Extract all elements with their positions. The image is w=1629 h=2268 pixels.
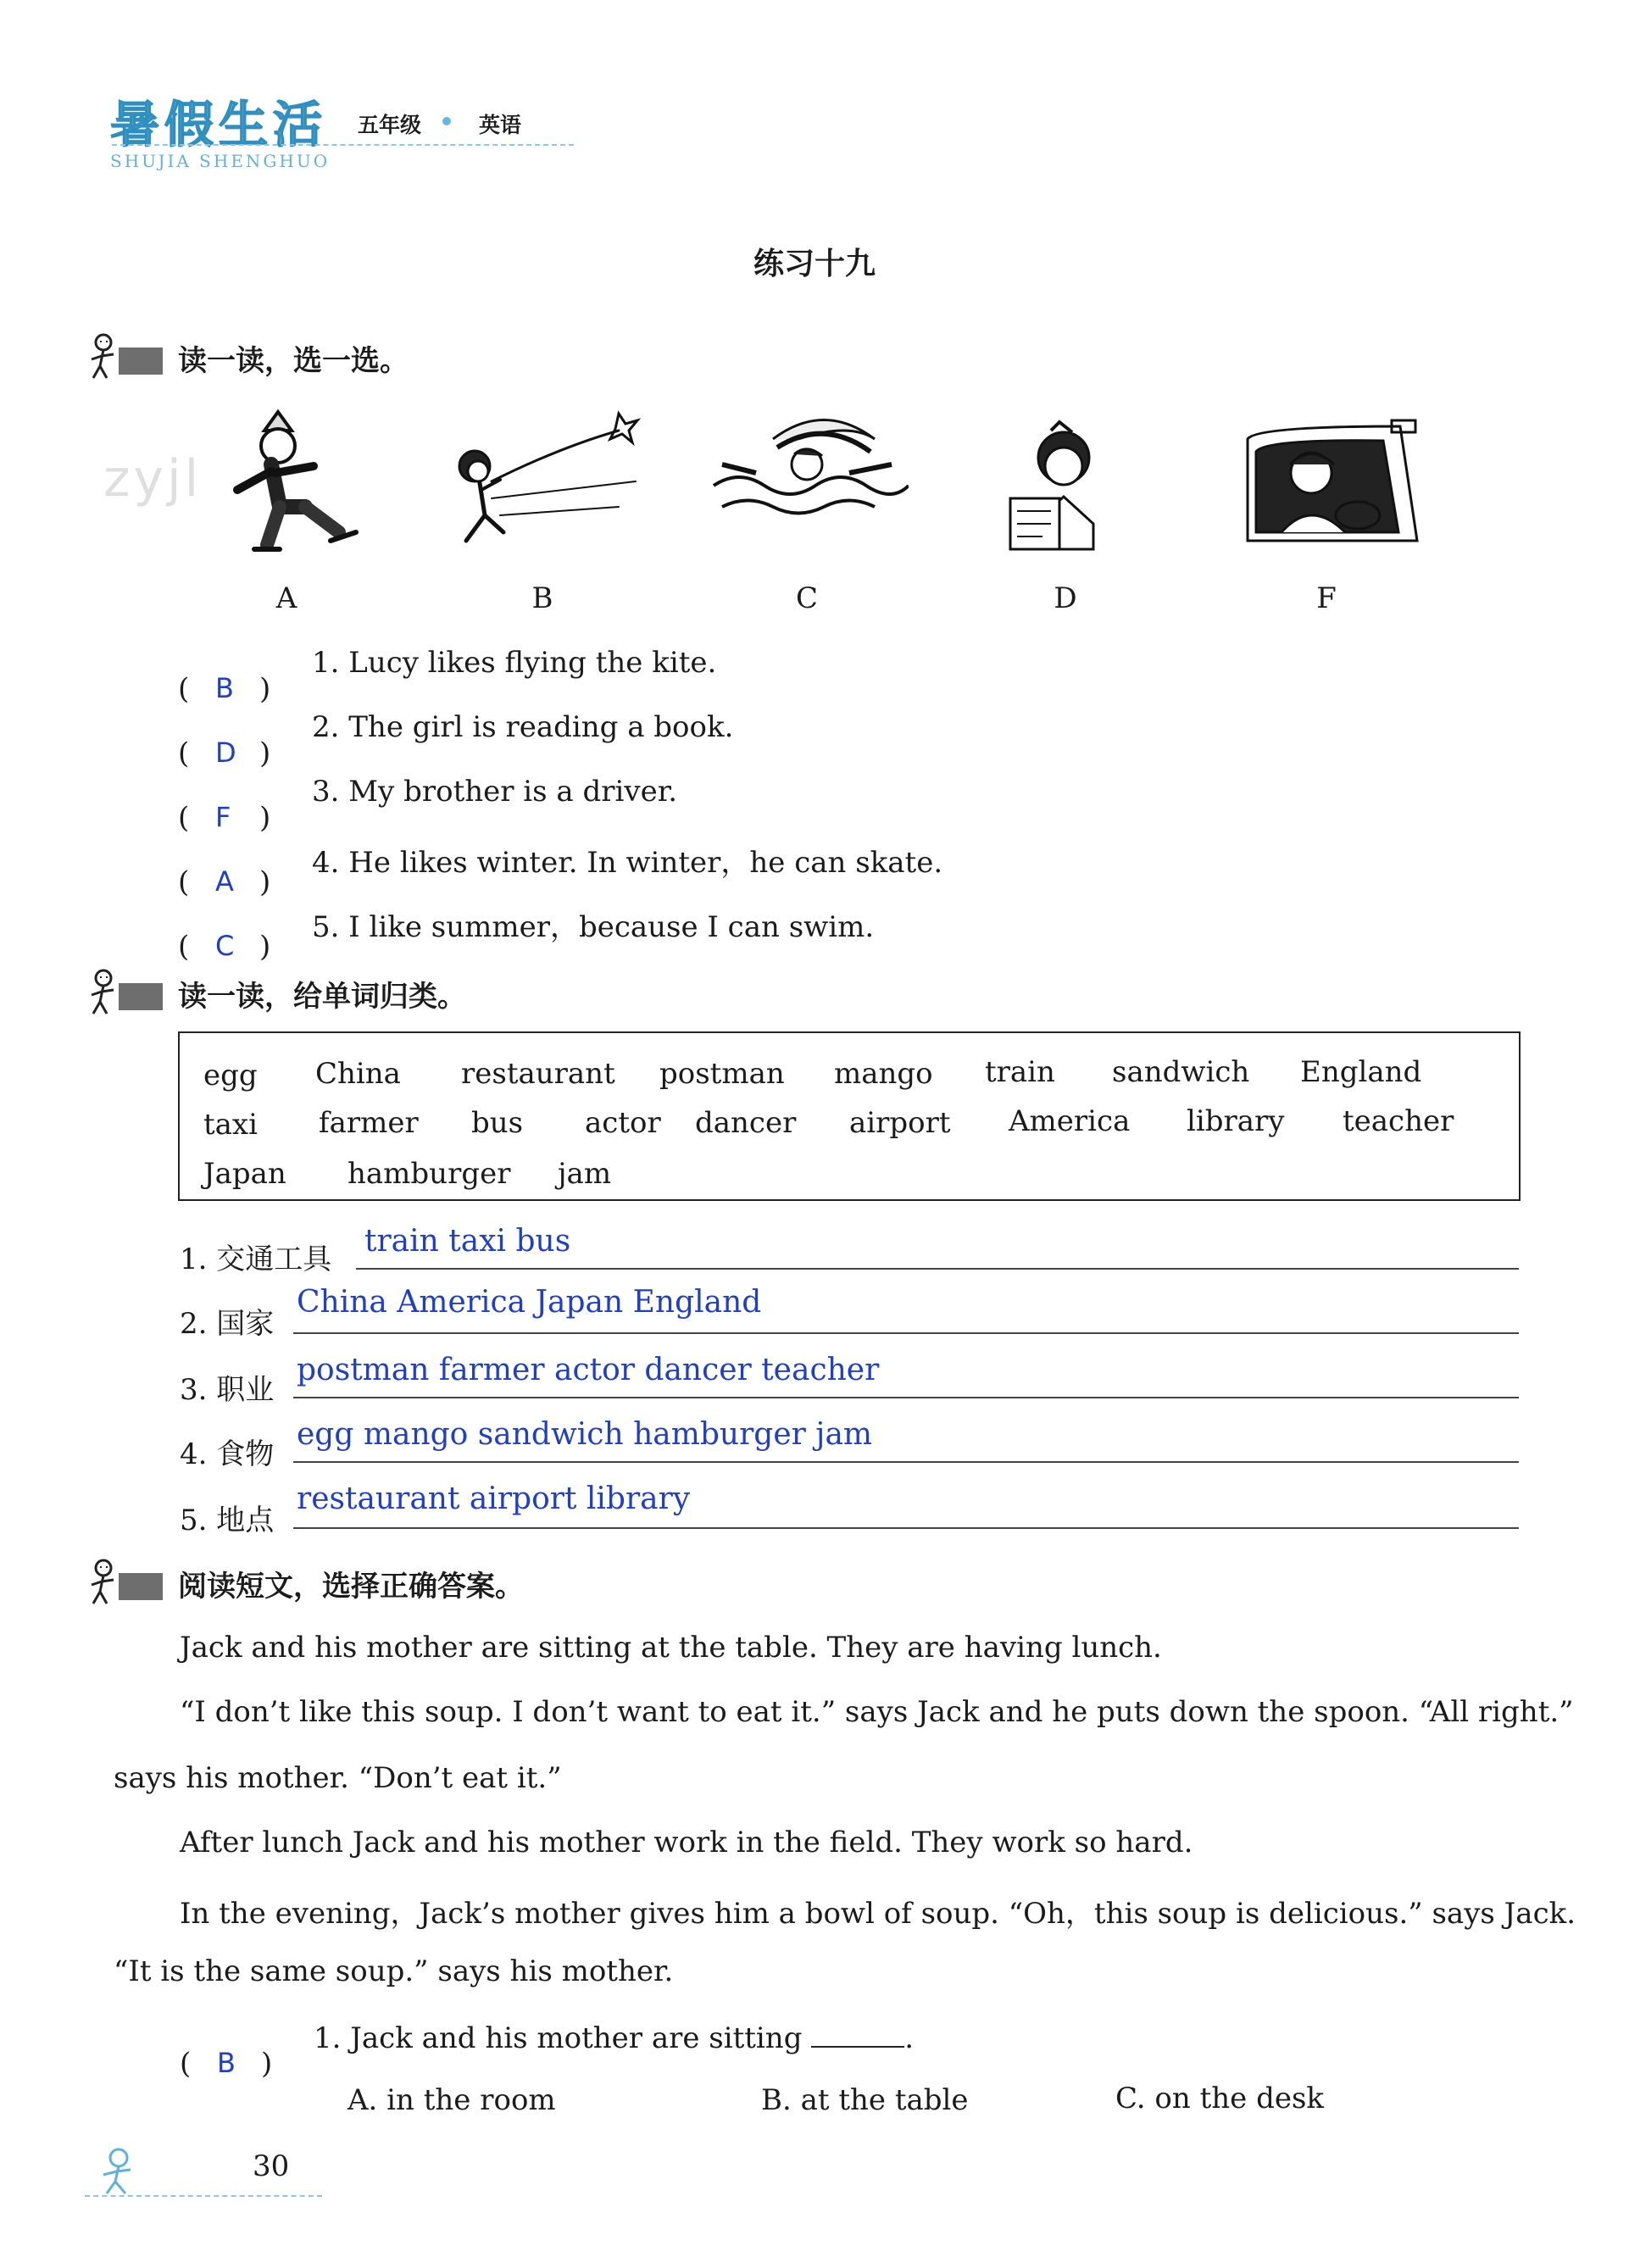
answer-line — [293, 1397, 1519, 1398]
option-c: C. on the desk — [1115, 2082, 1325, 2115]
brand-logo: 暑假生活 — [110, 96, 328, 153]
page-number: 30 — [253, 2149, 290, 2183]
section-heading-text: 读一读，给单词归类。 — [178, 980, 466, 1014]
header-divider — [112, 144, 574, 146]
question-text: 2. The girl is reading a book. — [312, 710, 734, 744]
boy-swimming-icon — [705, 405, 909, 575]
word-bank-item: airport — [849, 1106, 951, 1140]
question-row: ( D ) 2. The girl is reading a book. — [178, 710, 734, 770]
answer-line — [356, 1268, 1519, 1270]
question-row: ( B ) 1. Jack and his mother are sitting . — [180, 2021, 915, 2081]
word-bank-item: library — [1187, 1104, 1285, 1138]
word-bank — [178, 1031, 1521, 1201]
word-bank-item: hamburger — [347, 1157, 511, 1191]
answer-line — [293, 1461, 1519, 1463]
category-answer: egg mango sandwich hamburger jam — [297, 1417, 873, 1452]
question-row: ( C ) 5. I like summer，because I can swim. — [178, 903, 288, 946]
word-bank-item: restaurant — [461, 1057, 615, 1091]
watermark-text: zyjl — [103, 449, 203, 509]
man-driving-car-icon — [1231, 405, 1434, 575]
passage-paragraph: Jack and his mother are sitting at the table. They are having lunch. — [180, 1631, 1162, 1665]
answer-blank — [811, 2021, 904, 2048]
passage-paragraph: After lunch Jack and his mother work in the field. They work so hard. — [180, 1826, 1193, 1859]
option-b: B. at the table — [761, 2083, 969, 2117]
word-bank-item: sandwich — [1112, 1055, 1250, 1089]
passage-paragraph: “It is the same soup.” says his mother. — [114, 1954, 674, 1988]
separator-dot — [442, 117, 451, 125]
word-bank-item: mango — [834, 1057, 933, 1091]
brand-pinyin: SHUJIA SHENGHUO — [110, 151, 331, 171]
category-answer: China America Japan England — [297, 1285, 762, 1320]
question-text: 4. He likes winter. In winter，he can skate. — [312, 846, 943, 880]
word-bank-item: America — [1009, 1104, 1131, 1138]
answer-letter: C — [215, 930, 235, 962]
answer-letter: A — [215, 865, 234, 898]
picture-letter-a: A — [275, 581, 297, 615]
picture-letter-c: C — [795, 581, 818, 615]
word-bank-item: postman — [659, 1057, 785, 1091]
grade-label: 五年级 — [358, 113, 422, 137]
picture-letter-f: F — [1316, 581, 1337, 615]
answer-letter: B — [217, 2047, 236, 2079]
question-text: 3. My brother is a driver. — [312, 775, 678, 809]
footer-divider — [85, 2195, 322, 2197]
girl-flying-kite-icon — [441, 405, 644, 575]
category-answer: train taxi bus — [364, 1224, 571, 1259]
question-end: . — [904, 2021, 915, 2055]
category-answer: postman farmer actor dancer teacher — [297, 1353, 880, 1387]
passage-paragraph: In the evening，Jack’s mother gives him a bowl of soup. “Oh，this soup is delicious.” says Jack. — [180, 1897, 1576, 1931]
word-bank-item: egg — [203, 1059, 258, 1092]
question-stem: 1. Jack and his mother are sitting — [314, 2021, 803, 2055]
passage-paragraph: “I don’t like this soup. I don’t want to eat it.” says Jack and he puts down the spoon. “All right.” — [180, 1695, 1574, 1729]
question-text — [314, 2021, 914, 2055]
category-answer: restaurant airport library — [297, 1481, 691, 1516]
answer-letter: F — [215, 801, 231, 833]
word-bank-item: teacher — [1343, 1104, 1454, 1138]
picture-letter-d: D — [1054, 581, 1077, 615]
boy-skating-icon — [186, 405, 390, 575]
reading-kid-icon — [85, 966, 166, 1017]
picture-letter-b: B — [531, 581, 553, 615]
answer-line — [293, 1527, 1519, 1529]
reading-kid-icon — [85, 331, 166, 381]
category-label: 2. 国家 — [180, 1307, 275, 1341]
word-bank-item: actor — [585, 1106, 661, 1140]
word-bank-item: England — [1300, 1055, 1422, 1089]
category-label: 5. 地点 — [180, 1504, 275, 1537]
word-bank-item: jam — [558, 1157, 612, 1191]
section-heading-text: 读一读，选一选。 — [178, 344, 409, 378]
question-row: ( F ) 3. My brother is a driver. — [178, 775, 678, 835]
page-title: 练习十九 — [753, 247, 876, 281]
girl-reading-book-icon — [966, 405, 1170, 575]
footer-kid-icon — [85, 2144, 144, 2199]
question-row: ( A ) 4. He likes winter. In winter，he can skate. — [178, 839, 288, 881]
question-row: ( B ) 1. Lucy likes flying the kite. — [178, 646, 717, 706]
subject-label: 英语 — [479, 113, 522, 137]
question-text: 5. I like summer，because I can swim. — [312, 910, 875, 944]
category-label: 4. 食物 — [180, 1437, 275, 1471]
answer-letter: B — [215, 672, 234, 704]
section-heading-text: 阅读短文，选择正确答案。 — [178, 1570, 524, 1604]
option-a: A. in the room — [347, 2083, 556, 2117]
word-bank-item: train — [985, 1055, 1055, 1089]
reading-kid-icon — [85, 1556, 166, 1607]
category-label: 3. 职业 — [180, 1373, 275, 1407]
word-bank-item: dancer — [695, 1106, 797, 1140]
word-bank-item: China — [315, 1057, 401, 1091]
word-bank-item: Japan — [203, 1157, 286, 1191]
category-label: 1. 交通工具 — [180, 1242, 332, 1276]
answer-letter: D — [215, 737, 236, 769]
word-bank-item: taxi — [203, 1108, 258, 1142]
passage-paragraph: says his mother. “Don’t eat it.” — [114, 1761, 562, 1795]
answer-line — [293, 1332, 1519, 1334]
word-bank-item: farmer — [319, 1106, 419, 1140]
word-bank-item: bus — [471, 1106, 524, 1140]
question-text: 1. Lucy likes flying the kite. — [312, 646, 717, 680]
